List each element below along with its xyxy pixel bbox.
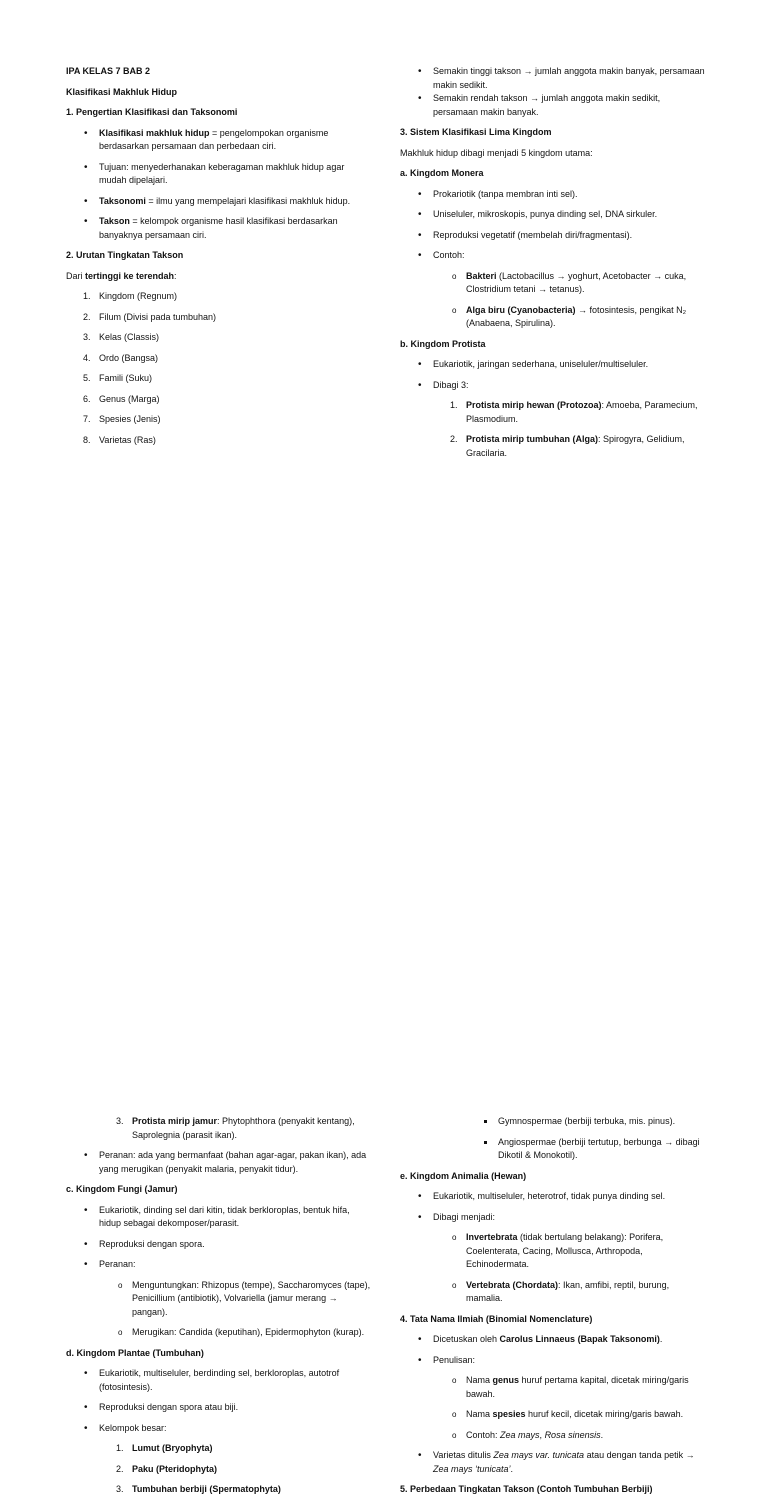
list-number: 2. xyxy=(450,434,458,444)
bullet-item xyxy=(66,161,371,188)
bold-text: Bakteri xyxy=(466,270,497,281)
text: Semakin rendah takson → jumlah anggota makin sedikit, persamaan makin banyak. xyxy=(433,93,661,117)
bullet-item xyxy=(400,1333,705,1347)
list-number: 3. xyxy=(116,1484,124,1494)
heading xyxy=(66,249,371,263)
list-number: 1. xyxy=(450,400,458,410)
text: = kelompok organisme hasil klasifikasi berdasarkan banyaknya persamaan ciri. xyxy=(99,216,338,240)
list-number: 5. xyxy=(83,373,91,383)
paragraph xyxy=(66,270,371,284)
bullet-item xyxy=(400,92,705,119)
text: . xyxy=(600,1429,604,1440)
bullet-item xyxy=(400,188,705,202)
text: Merugikan: Candida (keputihan), Epidermophyton (kurap). xyxy=(132,1327,365,1337)
numbered-item xyxy=(66,393,371,407)
bold-text: Takson xyxy=(99,216,130,226)
italic-text: Zea mays var. tunicata xyxy=(493,1450,585,1460)
page-1-right-column xyxy=(400,65,705,467)
bold-text: 3. Sistem Klasifikasi Lima Kingdom xyxy=(400,127,552,137)
sub-bullet-item xyxy=(400,1408,705,1422)
numbered-sub-item xyxy=(400,433,705,460)
bold-text: 4. Tata Nama Ilmiah (Binomial Nomenclature) xyxy=(400,1313,593,1324)
document-page-1 xyxy=(0,0,768,512)
text: Reproduksi vegetatif (membelah diri/fragmentasi). xyxy=(433,229,633,240)
bullet-item xyxy=(400,1354,705,1368)
text: : Ikan, amfibi, reptil, burung, mamalia. xyxy=(466,1279,670,1303)
bullet-item xyxy=(66,195,371,209)
bullet-item xyxy=(66,215,371,242)
text: : Amoeba, Paramecium, Plasmodium. xyxy=(466,400,698,424)
bold-text: tertinggi ke terendah xyxy=(85,270,175,281)
heading xyxy=(400,338,705,352)
text: Gymnospermae (berbiji terbuka, mis. pinus). xyxy=(498,1116,676,1126)
bullet-item xyxy=(400,1211,705,1225)
bold-text: spesies xyxy=(492,1409,526,1419)
list-number: 1. xyxy=(116,1443,124,1453)
numbered-item xyxy=(66,372,371,386)
bullet-item xyxy=(400,65,705,92)
sub-bullet-item xyxy=(66,1326,371,1340)
text: Dicetuskan oleh xyxy=(433,1334,500,1344)
text: (tidak bertulang belakang): Porifera, Coelenterata, Cacing, Mollusca, Arthropoda, Echinodermata. xyxy=(466,1232,664,1269)
text: Eukariotik, multiseluler, berdinding sel, berkloroplas, autotrof (fotosintesis). xyxy=(99,1368,340,1392)
text: huruf pertama kapital, dicetak miring/garis bawah. xyxy=(466,1375,689,1399)
list-number: 2. xyxy=(83,311,91,322)
bold-text: Lumut (Bryophyta) xyxy=(132,1443,213,1453)
bold-text: 2. Urutan Tingkatan Takson xyxy=(66,250,184,260)
numbered-sub-item xyxy=(400,399,705,426)
bullet-item xyxy=(66,127,371,154)
sub-bullet-item xyxy=(66,1279,371,1320)
text: Kelompok besar: xyxy=(99,1422,167,1433)
numbered-item xyxy=(66,290,371,304)
bold-text: Protista mirip jamur xyxy=(132,1116,218,1126)
text: Kingdom (Regnum) xyxy=(99,291,178,301)
text: Makhluk hidup dibagi menjadi 5 kingdom utama: xyxy=(400,147,593,158)
text: = ilmu yang mempelajari klasifikasi makhluk hidup. xyxy=(145,195,351,206)
bold-text: Alga biru (Cyanobacteria) xyxy=(466,304,576,315)
sub-bullet-item xyxy=(400,1279,705,1306)
text: Dari xyxy=(66,270,86,281)
italic-text: Zea mays xyxy=(500,1429,540,1440)
bold-text: IPA KELAS 7 BAB 2 xyxy=(66,66,151,76)
bullet-item xyxy=(400,1190,705,1204)
bold-text: b. Kingdom Protista xyxy=(400,338,486,349)
heading xyxy=(400,1313,705,1327)
text: Dibagi menjadi: xyxy=(433,1211,496,1222)
heading xyxy=(400,1170,705,1184)
numbered-item xyxy=(66,352,371,366)
text: Spesies (Jenis) xyxy=(99,414,161,424)
text: (Lactobacillus → yoghurt, Acetobacter → cuka, Clostridium tetani → tetanus). xyxy=(466,270,687,294)
text: Contoh: xyxy=(466,1429,501,1440)
bold-text: e. Kingdom Animalia (Hewan) xyxy=(400,1170,527,1181)
text: Filum (Divisi pada tumbuhan) xyxy=(99,311,217,322)
bullet-item xyxy=(66,1401,371,1415)
heading xyxy=(400,1483,705,1497)
text: Genus (Marga) xyxy=(99,393,160,404)
text: Varietas ditulis xyxy=(433,1450,494,1460)
text: : Phytophthora (penyakit kentang), Saprolegnia (parasit ikan). xyxy=(132,1116,355,1140)
page-2-right-column xyxy=(400,1115,705,1504)
numbered-sub-item xyxy=(66,1463,371,1477)
sub-bullet-item xyxy=(400,304,705,331)
text: Penulisan: xyxy=(433,1354,476,1365)
heading xyxy=(66,106,371,120)
text: Peranan: ada yang bermanfaat (bahan agar-agar, pakan ikan), ada yang merugikan (penyakit malaria, penyakit tidur). xyxy=(99,1150,367,1174)
text: Semakin tinggi takson → jumlah anggota makin banyak, persamaan makin sedikit. xyxy=(433,66,705,90)
text: Varietas (Ras) xyxy=(99,434,156,445)
square-bullet-item xyxy=(400,1136,705,1163)
bold-text: Klasifikasi makhluk hidup xyxy=(99,127,210,138)
list-number: 4. xyxy=(83,352,91,363)
text: Reproduksi dengan spora. xyxy=(99,1238,205,1249)
text: Contoh: xyxy=(433,250,465,260)
list-number: 2. xyxy=(116,1463,124,1474)
bullet-item xyxy=(400,249,705,263)
bullet-item xyxy=(400,358,705,372)
bold-text: Carolus Linnaeus (Bapak Taksonomi) xyxy=(499,1334,660,1344)
text: . xyxy=(659,1334,663,1344)
list-number: 3. xyxy=(116,1116,124,1126)
page-2-left-column xyxy=(66,1115,371,1504)
sub-bullet-item xyxy=(400,1231,705,1272)
bullet-item xyxy=(66,1422,371,1436)
text: Tujuan: menyederhanakan keberagaman makhluk hidup agar mudah dipelajari. xyxy=(99,161,345,185)
bold-text: c. Kingdom Fungi (Jamur) xyxy=(66,1184,178,1194)
heading xyxy=(66,1183,371,1197)
heading xyxy=(66,1347,371,1361)
text: Dibagi 3: xyxy=(433,379,469,390)
italic-text: Zea mays ‘tunicata’ xyxy=(433,1463,511,1474)
bullet-item xyxy=(66,1258,371,1272)
bullet-item xyxy=(66,1367,371,1394)
list-number: 8. xyxy=(83,434,91,445)
text: Nama xyxy=(466,1375,493,1385)
bullet-item xyxy=(66,1238,371,1252)
bold-text: d. Kingdom Plantae (Tumbuhan) xyxy=(66,1347,204,1358)
text: Eukariotik, multiseluler, heterotrof, tidak punya dinding sel. xyxy=(433,1191,666,1201)
bullet-item xyxy=(400,208,705,222)
text: atau dengan tanda petik → xyxy=(584,1450,695,1460)
sub-bullet-item xyxy=(400,1429,705,1443)
sub-bullet-item xyxy=(400,270,705,297)
bullet-item xyxy=(400,1449,705,1476)
page-1-left-column xyxy=(66,65,371,454)
italic-text: Rosa sinensis xyxy=(544,1429,601,1440)
text: : Spirogyra, Gelidium, Gracilaria. xyxy=(466,434,685,458)
bold-text: Invertebrata xyxy=(466,1232,518,1242)
bold-text: 5. Perbedaan Tingkatan Takson (Contoh Tumbuhan Berbiji) xyxy=(400,1484,653,1494)
text: Prokariotik (tanpa membran inti sel). xyxy=(433,188,578,199)
bold-text: Taksonomi xyxy=(99,195,146,206)
bold-text: Klasifikasi Makhluk Hidup xyxy=(66,86,178,97)
text: Eukariotik, dinding sel dari kitin, tidak berkloroplas, bentuk hifa, hidup sebagai dekomposer/parasit. xyxy=(99,1204,350,1228)
text: Angiospermae (berbiji tertutup, berbunga → dibagi Dikotil & Monokotil). xyxy=(498,1136,700,1160)
heading xyxy=(66,65,371,79)
bold-text: a. Kingdom Monera xyxy=(400,168,484,178)
numbered-sub-item xyxy=(66,1442,371,1456)
heading xyxy=(400,126,705,140)
text: Ordo (Bangsa) xyxy=(99,352,159,363)
text: Reproduksi dengan spora atau biji. xyxy=(99,1402,239,1412)
text: Nama xyxy=(466,1409,493,1419)
numbered-item xyxy=(66,434,371,448)
bold-text: genus xyxy=(492,1375,520,1385)
document-page-2 xyxy=(0,512,768,1494)
list-number: 7. xyxy=(83,414,91,424)
text: . xyxy=(510,1463,514,1474)
sub-bullet-item xyxy=(400,1374,705,1401)
bold-text: Vertebrata (Chordata) xyxy=(466,1279,559,1290)
paragraph xyxy=(400,147,705,161)
text: Peranan: xyxy=(99,1259,136,1269)
numbered-item xyxy=(66,311,371,325)
text: , xyxy=(539,1429,545,1440)
bullet-item xyxy=(400,379,705,393)
bold-text: Protista mirip hewan (Protozoa) xyxy=(466,400,602,410)
bullet-item xyxy=(66,1149,371,1176)
numbered-sub-item xyxy=(66,1115,371,1142)
text: = pengelompokan organisme berdasarkan persamaan dan perbedaan ciri. xyxy=(99,127,329,151)
list-number: 6. xyxy=(83,393,91,404)
list-number: 3. xyxy=(83,332,91,342)
text: Menguntungkan: Rhizopus (tempe), Saccharomyces (tape), Penicillium (antibiotik), Volvariella (jamur merang → pangan). xyxy=(132,1279,371,1317)
list-number: 1. xyxy=(83,291,91,301)
text: Uniseluler, mikroskopis, punya dinding sel, DNA sirkuler. xyxy=(433,209,658,219)
bold-text: Paku (Pteridophyta) xyxy=(132,1463,218,1474)
bullet-item xyxy=(66,1204,371,1231)
bold-text: Tumbuhan berbiji (Spermatophyta) xyxy=(132,1484,281,1494)
text: Kelas (Classis) xyxy=(99,332,160,342)
numbered-item xyxy=(66,331,371,345)
text: : xyxy=(174,270,177,281)
heading xyxy=(66,86,371,100)
text: Famili (Suku) xyxy=(99,373,153,383)
square-bullet-item xyxy=(400,1115,705,1129)
text: → fotosintesis, pengikat N₂ (Anabaena, Spirulina). xyxy=(466,304,687,328)
bold-text: Protista mirip tumbuhan (Alga) xyxy=(466,434,599,444)
heading xyxy=(400,167,705,181)
text: Eukariotik, jaringan sederhana, uniseluler/multiseluler. xyxy=(433,359,649,369)
numbered-sub-item xyxy=(66,1483,371,1497)
bullet-item xyxy=(400,229,705,243)
numbered-item xyxy=(66,413,371,427)
bold-text: 1. Pengertian Klasifikasi dan Taksonomi xyxy=(66,107,238,117)
text: huruf kecil, dicetak miring/garis bawah. xyxy=(525,1409,684,1419)
